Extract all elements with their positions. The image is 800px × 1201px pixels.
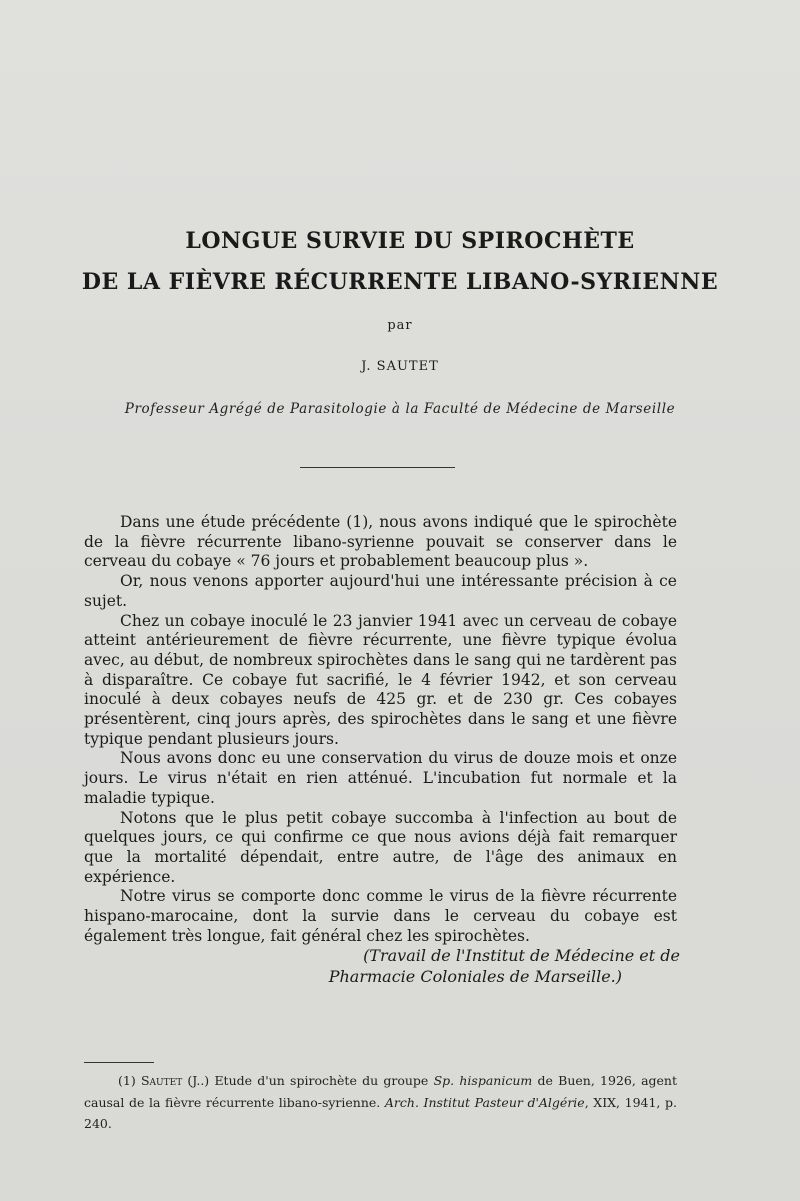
article-body [84,513,677,946]
paragraph: Nous avons donc eu une conservation du virus de douze mois et onze jours. Le virus n'était en rien atténué. L'incubation fut normale et la maladie typique. [84,749,677,807]
institution-credit [300,945,680,987]
title-separator-rule [300,467,455,468]
footnote [84,1070,677,1135]
credit-line-1: (Travail de l'Institut de Médecine et de [363,946,680,965]
paragraph: Notons que le plus petit cobaye succomba à l'infection au bout de quelques jours, ce qui confirme ce que nous avions déjà fait remarquer que la mortalité dépendait, entre autre, de l'âge des animaux en expérience. [84,808,677,886]
footnote-citation: , XIX, 1941, p. 240. [84,1094,677,1131]
paragraph: Chez un cobaye inoculé le 23 janvier 1941 avec un cerveau de cobaye atteint antérieurement de fièvre récurrente, une fièvre typique évolua avec, au début, de nombreux spirochètes dans le sang qui ne tardèrent pas à disparaître. Ce cobaye fut sacrifié, le 4 février 1942, et son cerveau inoculé à deux cobayes neufs de 425 gr. et de 230 gr. Ces cobayes présentèrent, cinq jours après, des spirochètes dans le sang et une fièvre typique pendant plusieurs jours. [84,611,677,748]
footnote-species: Sp. hispanicum [433,1073,533,1088]
footnote-text: Etude d'un spirochète du groupe [214,1073,429,1088]
footnote-marker: (1) [118,1073,136,1088]
paragraph: Or, nous venons apporter aujourd'hui une intéressante précision à ce sujet. [84,572,677,610]
footnote-rule [84,1062,154,1063]
author-affiliation: Professeur Agrégé de Parasitologie à la Faculté de Médecine de Marseille [124,401,676,417]
by-line: par [387,318,413,333]
author-name: J. SAUTET [361,359,439,374]
footnote-text-2: de Buen, 1926, agent causal de la fièvre récurrente libano-syrienne. [84,1073,677,1110]
paragraph: Notre virus se comporte donc comme le virus de la fièvre récurrente hispano-marocaine, dont la survie dans le cerveau du cobaye est également très longue, fait général chez les spirochètes. [84,887,677,945]
footnote-journal: Arch. Institut Pasteur d'Algérie [384,1094,585,1110]
credit-line-2: Pharmacie Coloniales de Marseille.) [328,967,622,986]
footnote-author: Sautet (J..) [140,1073,210,1088]
article-title-line-2: DE LA FIÈVRE RÉCURRENTE LIBANO-SYRIENNE [81,269,719,295]
article-title-line-1: LONGUE SURVIE DU SPIROCHÈTE [185,228,635,254]
paragraph: Dans une étude précédente (1), nous avons indiqué que le spirochète de la fièvre récurrente libano-syrienne pouvait se conserver dans le cerveau du cobaye « 76 jours et probablement beaucoup plus ». [84,513,677,571]
